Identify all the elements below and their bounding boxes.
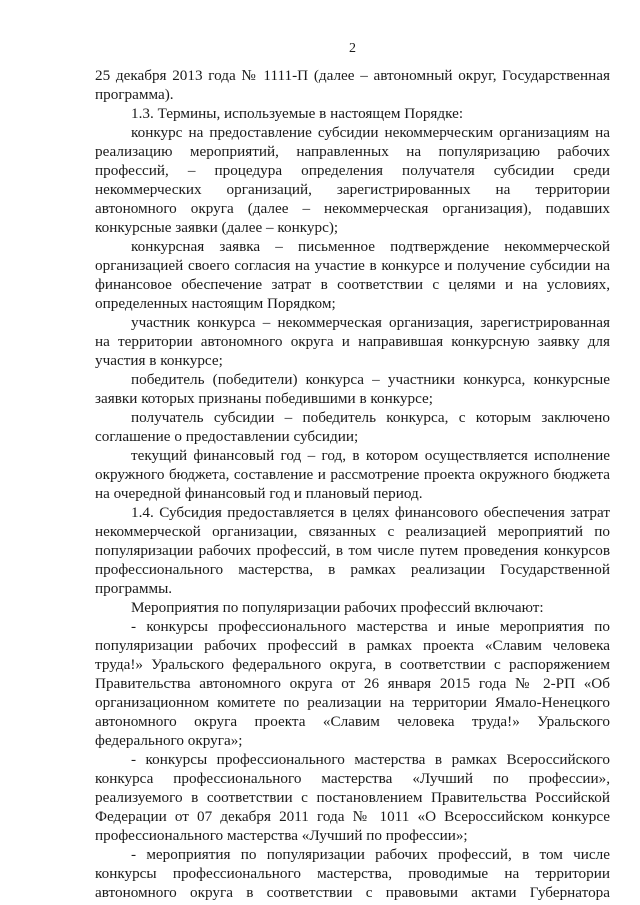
paragraph-term-participant: участник конкурса – некоммерческая организация, зарегистрированная на территории автономного округа и направившая конкурсную заявку для участия в конкурсе; bbox=[95, 314, 610, 369]
paragraph-term-fiscal-year: текущий финансовый год – год, в котором осуществляется исполнение окружного бюджета, составление и рассмотрение проекта окружного бюджета на очередной финансовый год и плановый период. bbox=[95, 447, 610, 502]
paragraph-term-recipient: получатель субсидии – победитель конкурса, с которым заключено соглашение о предоставлении субсидии; bbox=[95, 409, 610, 445]
paragraph-section-1-4: 1.4. Субсидия предоставляется в целях финансового обеспечения затрат некоммерческой организации, связанных с реализацией мероприятий по популяризации рабочих профессий, в том числе путем проведения конкурсов профессионального мастерства, в рамках реализации Государственной программы. bbox=[95, 504, 610, 597]
paragraph-activity-1: - конкурсы профессионального мастерства и иные мероприятия по популяризации рабочих профессий в рамках проекта «Славим человека труда!» Уральского федерального округа, в соответствии с распоряжением Правительства автономного округа от 26 января 2015 года № 2-РП «Об организационном комитете по реализации на территории Ямало-Ненецкого автономного округа проекта «Славим человека труда!» Уральского федерального округа»; bbox=[95, 618, 610, 749]
page-number: 2 bbox=[349, 41, 356, 56]
document-body bbox=[95, 66, 610, 902]
paragraph-activity-2: - конкурсы профессионального мастерства в рамках Всероссийского конкурса профессионального мастерства «Лучший по профессии», реализуемого в соответствии с постановлением Правительства Российской Федерации от 07 декабря 2011 года № 1011 «О Всероссийском конкурсе профессионального мастерства «Лучший по профессии»; bbox=[95, 751, 610, 844]
paragraph-term-contest: конкурс на предоставление субсидии некоммерческим организациям на реализацию мероприятий, направленных на популяризацию рабочих профессий, – процедура определения получателя субсидии среди некоммерческих организаций, зарегистрированных на территории автономного округа (далее – некоммерческая организация), подавших конкурсные заявки (далее – конкурс); bbox=[95, 124, 610, 236]
paragraph-term-winner: победитель (победители) конкурса – участники конкурса, конкурсные заявки которых признаны победившими в конкурсе; bbox=[95, 371, 610, 407]
paragraph-section-1-3: 1.3. Термины, используемые в настоящем Порядке: bbox=[131, 105, 464, 122]
paragraph-term-application: конкурсная заявка – письменное подтверждение некоммерческой организацией своего согласия на участие в конкурсе и получение субсидии на финансовое обеспечение затрат в соответствии с целями и на условиях, определенных настоящим Порядком; bbox=[95, 238, 610, 312]
paragraph-continuation: 25 декабря 2013 года № 1111-П (далее – автономный округ, Государственная программа). bbox=[95, 67, 610, 103]
paragraph-activity-3: - мероприятия по популяризации рабочих профессий, в том числе конкурсы профессионального мастерства, проводимые на территории автономного округа в соответствии с правовыми актами Губернатора bbox=[95, 846, 610, 901]
paragraph-activities-intro: Мероприятия по популяризации рабочих профессий включают: bbox=[131, 599, 544, 616]
